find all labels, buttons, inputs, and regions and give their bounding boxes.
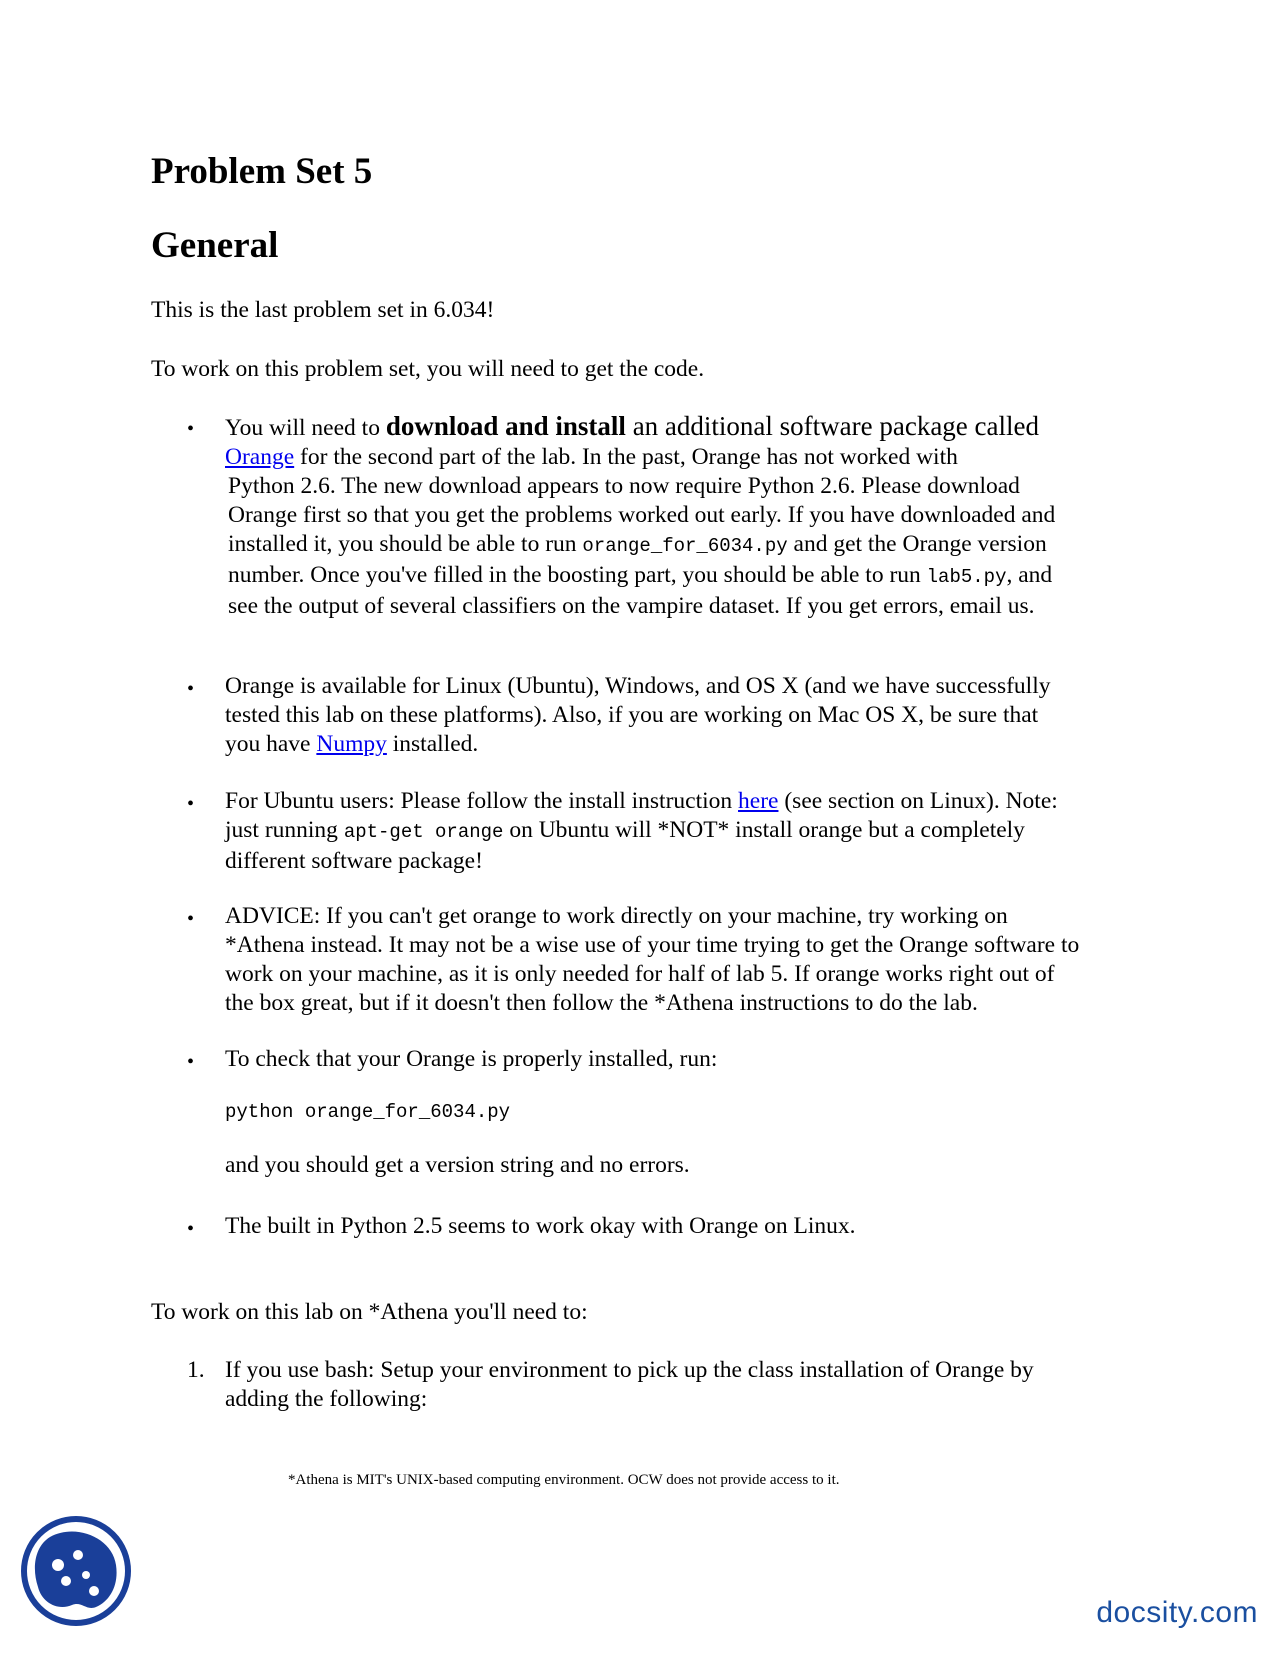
section-heading: General bbox=[151, 225, 279, 266]
b3-text: on Ubuntu will *NOT* install orange but a completely bbox=[503, 817, 1025, 843]
ol-line: If you use bash: Setup your environment to pick up the class installation of Orange by bbox=[225, 1357, 1034, 1383]
code-apt-get: apt-get orange bbox=[343, 821, 504, 843]
b4-line: work on your machine, as it is only needed for half of lab 5. If orange works right out of bbox=[225, 961, 1055, 987]
bullet-item-check bbox=[225, 1045, 1145, 1180]
bullet-marker: • bbox=[187, 678, 195, 700]
bullet-marker: • bbox=[187, 418, 195, 440]
bullet-item-python25 bbox=[225, 1212, 1145, 1241]
install-here-link[interactable]: here bbox=[738, 788, 779, 814]
b1-text: installed it, you should be able to run bbox=[228, 531, 583, 557]
b1-text-large: an additional software package called bbox=[625, 411, 1039, 441]
athena-intro: To work on this lab on *Athena you'll need to: bbox=[151, 1299, 588, 1325]
b4-line: the box great, but if it doesn't then follow the *Athena instructions to do the lab. bbox=[225, 990, 978, 1016]
docsity-logo-icon bbox=[20, 1515, 132, 1627]
b3-text: (see section on Linux). Note: bbox=[778, 788, 1058, 814]
orange-link[interactable]: Orange bbox=[225, 444, 295, 470]
b1-text: and get the Orange version bbox=[787, 531, 1047, 557]
code-lab5: lab5.py bbox=[926, 566, 1007, 588]
bullet-marker: • bbox=[187, 793, 195, 815]
b4-line: *Athena instead. It may not be a wise use of your time trying to get the Orange software to bbox=[225, 932, 1080, 958]
b2-line: Orange is available for Linux (Ubuntu), Windows, and OS X (and we have successfully bbox=[225, 673, 1051, 699]
b3-text: just running bbox=[225, 817, 344, 843]
numpy-link[interactable]: Numpy bbox=[316, 731, 387, 757]
intro-text-2: To work on this problem set, you will need to get the code. bbox=[151, 356, 705, 382]
ordered-list-number: 1. bbox=[187, 1357, 205, 1383]
code-check-command: python orange_for_6034.py bbox=[225, 1101, 511, 1123]
bullet-item-ubuntu bbox=[225, 787, 1145, 876]
b2-line: tested this lab on these platforms). Also, if you are working on Mac OS X, be sure that bbox=[225, 702, 1039, 728]
b3-line: different software package! bbox=[225, 848, 483, 874]
b1-text: number. Once you've filled in the boosting part, you should be able to run bbox=[228, 562, 927, 588]
b2-text: you have bbox=[225, 731, 317, 757]
b1-text: for the second part of the lab. In the past, Orange has not worked with bbox=[294, 444, 958, 470]
code-orange-script: orange_for_6034.py bbox=[582, 535, 788, 557]
b1-bold-text: download and install bbox=[385, 411, 626, 441]
b3-text: For Ubuntu users: Please follow the install instruction bbox=[225, 788, 739, 814]
bullet-item-download bbox=[225, 412, 1145, 621]
b5-line: and you should get a version string and no errors. bbox=[225, 1152, 690, 1178]
bullet-marker: • bbox=[187, 908, 195, 930]
b4-line: ADVICE: If you can't get orange to work directly on your machine, try working on bbox=[225, 903, 1008, 929]
b1-line: see the output of several classifiers on the vampire dataset. If you get errors, email us. bbox=[228, 593, 1035, 619]
athena-footnote: *Athena is MIT's UNIX-based computing environment. OCW does not provide access to it. bbox=[288, 1472, 840, 1488]
docsity-brand[interactable]: docsity.com bbox=[1096, 1596, 1258, 1629]
bullet-item-advice bbox=[225, 902, 1145, 1018]
page-title: Problem Set 5 bbox=[151, 151, 373, 192]
b1-text: , and bbox=[1006, 562, 1053, 588]
b1-line: Orange first so that you get the problems worked out early. If you have downloaded and bbox=[228, 502, 1056, 528]
b1-line: Python 2.6. The new download appears to now require Python 2.6. Please download bbox=[228, 473, 1020, 499]
bullet-item-platforms bbox=[225, 672, 1145, 759]
ol-line: adding the following: bbox=[225, 1386, 428, 1412]
b1-text: You will need to bbox=[225, 415, 386, 441]
bullet-marker: • bbox=[187, 1051, 195, 1073]
b6-line: The built in Python 2.5 seems to work okay with Orange on Linux. bbox=[225, 1213, 856, 1239]
b5-line: To check that your Orange is properly installed, run: bbox=[225, 1046, 718, 1072]
b2-text: installed. bbox=[386, 731, 479, 757]
intro-text-1: This is the last problem set in 6.034! bbox=[151, 297, 495, 323]
ordered-list-item bbox=[225, 1356, 1145, 1414]
bullet-marker: • bbox=[187, 1218, 195, 1240]
